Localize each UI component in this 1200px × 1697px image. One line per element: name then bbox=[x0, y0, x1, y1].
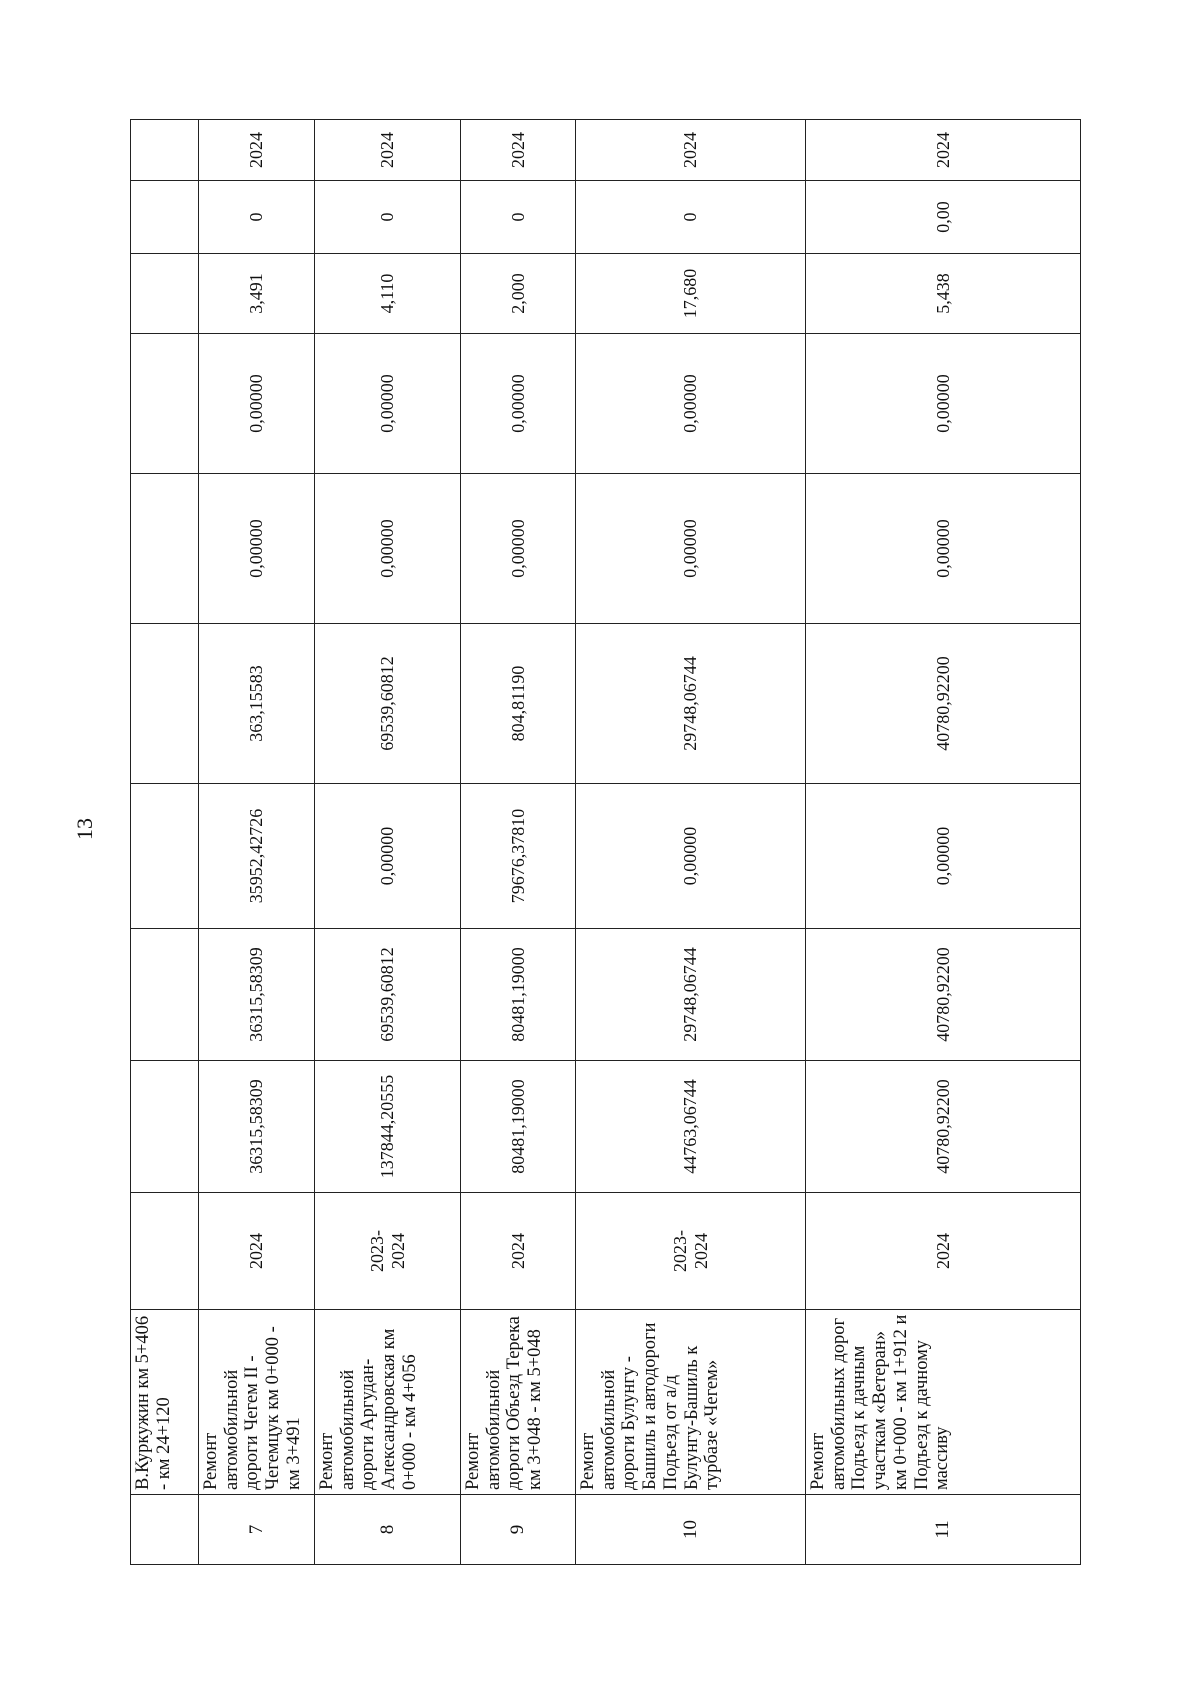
cell-year: 2024 bbox=[806, 120, 1081, 181]
cell-name: Ремонт автомобильной дороги Объезд Терека км 3+048 - км 5+048 bbox=[461, 1310, 576, 1495]
cell-period: 2024 bbox=[461, 1193, 576, 1310]
cell-c5: 0,00000 bbox=[576, 474, 806, 624]
cell-no: 11 bbox=[806, 1495, 1081, 1565]
cell-c4: 29748,06744 bbox=[576, 624, 806, 784]
road-repair-table bbox=[130, 119, 1081, 1565]
cell-c2: 36315,58309 bbox=[199, 929, 315, 1061]
cell-c1: 36315,58309 bbox=[199, 1061, 315, 1193]
cell-no: 8 bbox=[315, 1495, 461, 1565]
cell-period: 2024 bbox=[199, 1193, 315, 1310]
cell-c5: 0,00000 bbox=[199, 474, 315, 624]
cell-c8: 0,00 bbox=[806, 181, 1081, 254]
cell-c4: 363,15583 bbox=[199, 624, 315, 784]
cell-c2: 40780,92200 bbox=[806, 929, 1081, 1061]
cell-c8: 0 bbox=[199, 181, 315, 254]
cell-year: 2024 bbox=[315, 120, 461, 181]
cell-no: 7 bbox=[199, 1495, 315, 1565]
cell-c4: 804,81190 bbox=[461, 624, 576, 784]
table-row bbox=[315, 120, 461, 1565]
cell-c5: 0,00000 bbox=[315, 474, 461, 624]
table-row-fragment bbox=[131, 120, 199, 1565]
cell-c2: 80481,19000 bbox=[461, 929, 576, 1061]
cell-c3: 0,00000 bbox=[315, 784, 461, 929]
cell-c3: 0,00000 bbox=[576, 784, 806, 929]
table-body bbox=[131, 120, 1081, 1565]
table-row bbox=[576, 120, 806, 1565]
cell-c1: 80481,19000 bbox=[461, 1061, 576, 1193]
cell-c1: 40780,92200 bbox=[806, 1061, 1081, 1193]
cell-c5: 0,00000 bbox=[461, 474, 576, 624]
table-row bbox=[806, 120, 1081, 1565]
table-row bbox=[199, 120, 315, 1565]
cell-name: Ремонт автомобильной дороги Чегем II - Чегемцук км 0+000 - км 3+491 bbox=[199, 1310, 315, 1495]
cell-period: 2024 bbox=[806, 1193, 1081, 1310]
cell-c1: 137844,20555 bbox=[315, 1061, 461, 1193]
cell-c3: 0,00000 bbox=[806, 784, 1081, 929]
cell-year: 2024 bbox=[576, 120, 806, 181]
cell-length: 2,000 bbox=[461, 254, 576, 334]
cell-c4: 40780,92200 bbox=[806, 624, 1081, 784]
cell-c1: 44763,06744 bbox=[576, 1061, 806, 1193]
cell-c6: 0,00000 bbox=[199, 334, 315, 474]
rotated-table-wrapper bbox=[130, 120, 1080, 1565]
cell-period: 2023- 2024 bbox=[315, 1193, 461, 1310]
table-row bbox=[461, 120, 576, 1565]
cell-c8: 0 bbox=[461, 181, 576, 254]
cell-c6: 0,00000 bbox=[315, 334, 461, 474]
cell-length: 5,438 bbox=[806, 254, 1081, 334]
cell-no: 9 bbox=[461, 1495, 576, 1565]
cell-c6: 0,00000 bbox=[576, 334, 806, 474]
cell-c3: 35952,42726 bbox=[199, 784, 315, 929]
cell-c4: 69539,60812 bbox=[315, 624, 461, 784]
cell-c2: 69539,60812 bbox=[315, 929, 461, 1061]
cell-length: 17,680 bbox=[576, 254, 806, 334]
cell-no bbox=[131, 1495, 199, 1565]
cell-c6: 0,00000 bbox=[461, 334, 576, 474]
cell-c3: 79676,37810 bbox=[461, 784, 576, 929]
page-number: 13 bbox=[72, 818, 97, 840]
cell-name: Ремонт автомобильной дороги Булунгу - Башиль и автодороги Подъезд от а/д Булунгу-Башиль к турбазе «Чегем» bbox=[576, 1310, 806, 1495]
cell-period: 2023- 2024 bbox=[576, 1193, 806, 1310]
cell-c6: 0,00000 bbox=[806, 334, 1081, 474]
cell-name: В.Куркужин км 5+406 - км 24+120 bbox=[131, 1310, 199, 1495]
cell-no: 10 bbox=[576, 1495, 806, 1565]
cell-name: Ремонт автомобильной дороги Аргудан-Александровская км 0+000 - км 4+056 bbox=[315, 1310, 461, 1495]
cell-c8: 0 bbox=[315, 181, 461, 254]
cell-year: 2024 bbox=[461, 120, 576, 181]
cell-c2: 29748,06744 bbox=[576, 929, 806, 1061]
cell-c5: 0,00000 bbox=[806, 474, 1081, 624]
cell-length: 3,491 bbox=[199, 254, 315, 334]
cell-length: 4,110 bbox=[315, 254, 461, 334]
cell-c8: 0 bbox=[576, 181, 806, 254]
cell-name: Ремонт автомобильных дорог Подъезд к дачным участкам «Ветеран» км 0+000 - км 1+912 и Подъезд к дачному массиву bbox=[806, 1310, 1081, 1495]
cell-year: 2024 bbox=[199, 120, 315, 181]
